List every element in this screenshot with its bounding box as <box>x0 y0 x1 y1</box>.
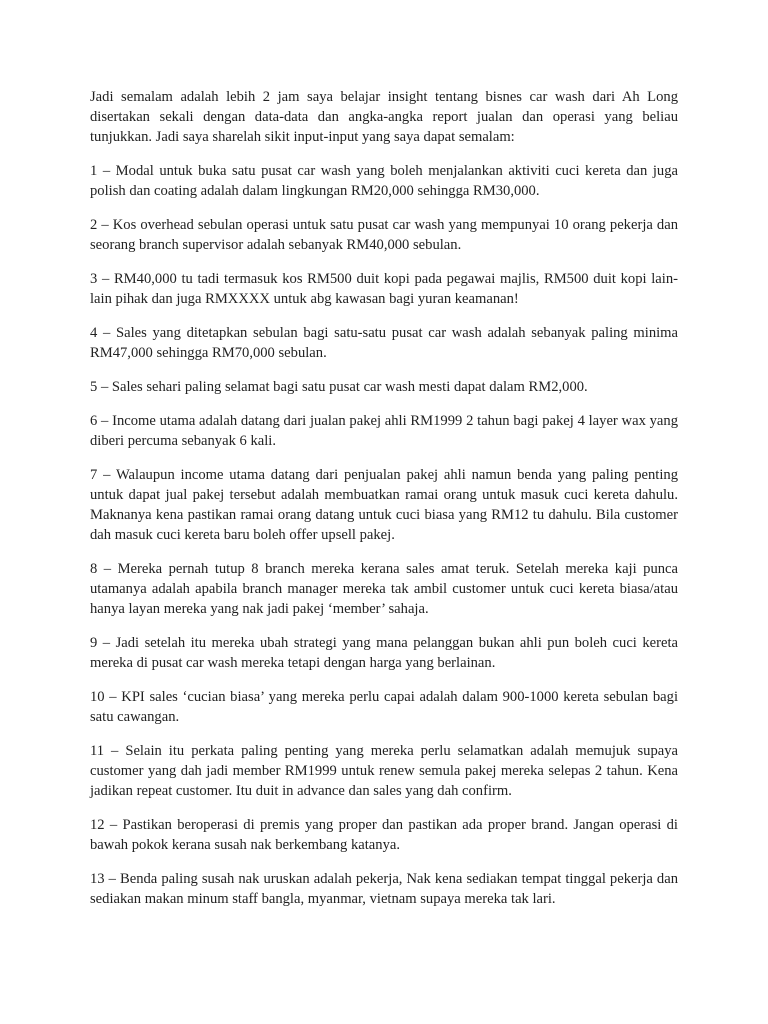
point-9: 9 – Jadi setelah itu mereka ubah strategi yang mana pelanggan bukan ahli pun boleh cuci kereta mereka di pusat car wash mereka tetapi dengan harga yang berlainan. <box>90 635 678 671</box>
point-12: 12 – Pastikan beroperasi di premis yang proper dan pastikan ada proper brand. Jangan operasi di bawah pokok kerana susah nak berkembang katanya. <box>90 817 678 853</box>
point-3: 3 – RM40,000 tu tadi termasuk kos RM500 duit kopi pada pegawai majlis, RM500 duit kopi lain-lain pihak dan juga RMXXXX untuk abg kawasan bagi yuran keamanan! <box>90 271 678 307</box>
point-2: 2 – Kos overhead sebulan operasi untuk satu pusat car wash yang mempunyai 10 orang pekerja dan seorang branch supervisor adalah sebanyak RM40,000 sebulan. <box>90 217 678 253</box>
point-4: 4 – Sales yang ditetapkan sebulan bagi satu-satu pusat car wash adalah sebanyak paling minima RM47,000 sehingga RM70,000 sebulan. <box>90 325 678 361</box>
point-11: 11 – Selain itu perkata paling penting yang mereka perlu selamatkan adalah memujuk supaya customer yang dah jadi member RM1999 untuk renew semula pakej mereka selepas 2 tahun. Kena jadikan repeat customer. Itu duit in advance dan sales yang dah confirm. <box>90 743 678 799</box>
point-5: 5 – Sales sehari paling selamat bagi satu pusat car wash mesti dapat dalam RM2,000. <box>90 379 588 395</box>
document-body <box>90 87 678 923</box>
point-1: 1 – Modal untuk buka satu pusat car wash yang boleh menjalankan aktiviti cuci kereta dan juga polish dan coating adalah dalam lingkungan RM20,000 sehingga RM30,000. <box>90 163 678 199</box>
point-13: 13 – Benda paling susah nak uruskan adalah pekerja, Nak kena sediakan tempat tinggal pekerja dan sediakan makan minum staff bangla, myanmar, vietnam supaya mereka tak lari. <box>90 871 678 907</box>
point-8: 8 – Mereka pernah tutup 8 branch mereka kerana sales amat teruk. Setelah mereka kaji punca utamanya adalah apabila branch manager mereka tak ambil customer untuk cuci kereta biasa/atau hanya layan mereka yang nak jadi pakej ‘member’ sahaja. <box>90 561 678 617</box>
point-7: 7 – Walaupun income utama datang dari penjualan pakej ahli namun benda yang paling penting untuk dapat jual pakej tersebut adalah membuatkan ramai orang untuk masuk cuci kereta dahulu. Maknanya kena pastikan ramai orang datang untuk cuci biasa yang RM12 tu dahulu. Bila customer dah masuk cuci kereta baru boleh offer upsell pakej. <box>90 467 678 543</box>
point-6: 6 – Income utama adalah datang dari jualan pakej ahli RM1999 2 tahun bagi pakej 4 layer wax yang diberi percuma sebanyak 6 kali. <box>90 413 678 449</box>
point-10: 10 – KPI sales ‘cucian biasa’ yang mereka perlu capai adalah dalam 900-1000 kereta sebulan bagi satu cawangan. <box>90 689 678 725</box>
intro-paragraph: Jadi semalam adalah lebih 2 jam saya belajar insight tentang bisnes car wash dari Ah Long disertakan sekali dengan data-data dan angka-angka report jualan dan operasi yang beliau tunjukkan. Jadi saya sharelah sikit input-input yang saya dapat semalam: <box>90 89 678 145</box>
